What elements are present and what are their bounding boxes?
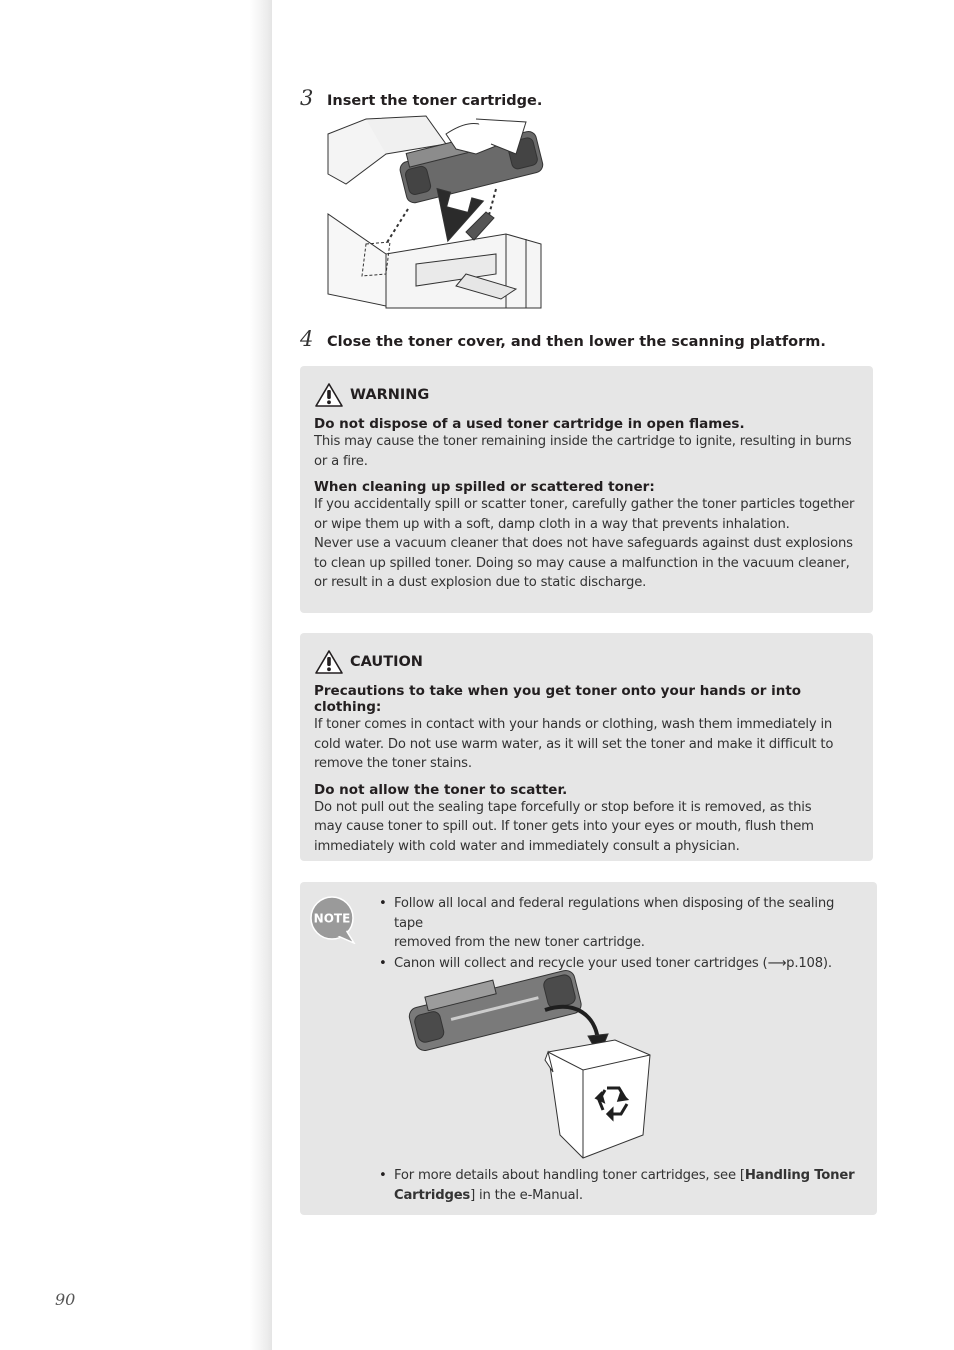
step-text: Close the toner cover, and then lower the scanning platform. — [327, 334, 826, 350]
note-bullet-1: • Follow all local and federal regulations when disposing of the sealing tape removed from the new toner cartridge. — [378, 894, 858, 953]
page-number: 90 — [55, 1290, 76, 1309]
warning-header — [314, 382, 859, 408]
step-3 — [300, 86, 542, 110]
warning-heading-1: Do not dispose of a used toner cartridge in open flames. — [314, 416, 745, 432]
note-bullet-3: • For more details about handling toner cartridges, see [Handling Toner Cartridges] in the e-Manual. — [378, 1166, 858, 1206]
warning-triangle-icon — [314, 382, 344, 408]
warning-title: WARNING — [350, 387, 430, 403]
manual-section-link-cont[interactable]: Cartridges — [394, 1187, 471, 1203]
caution-triangle-icon — [314, 649, 344, 675]
step-number: 4 — [300, 327, 314, 351]
note-label: NOTE — [313, 911, 351, 926]
caution-title: CAUTION — [350, 654, 423, 670]
insert-cartridge-illustration — [326, 114, 546, 314]
caution-text-1: If toner comes in contact with your hands or clothing, wash them immediately in cold water. Do not use warm water, as it will set the toner and make it difficult to remove the toner stains. — [314, 717, 834, 771]
step-4 — [300, 327, 826, 351]
note-bullet-2: • Canon will collect and recycle your used toner cartridges (⟶p.108). — [378, 954, 858, 974]
warning-text-1: This may cause the toner remaining inside the cartridge to ignite, resulting in burns or a fire. — [314, 434, 852, 469]
caution-text-2: Do not pull out the sealing tape forcefully or stop before it is removed, as this may cause toner to spill out. If toner gets into your eyes or mouth, flush them immediately with cold water and immediately consult a physician. — [314, 799, 814, 854]
step-number: 3 — [300, 86, 314, 110]
page-gutter-shade — [250, 0, 272, 1350]
note-bubble-icon — [308, 896, 358, 948]
warning-box — [300, 366, 873, 613]
recycle-illustration — [405, 960, 655, 1164]
caution-heading-2: Do not allow the toner to scatter. — [314, 781, 568, 798]
caution-heading-1: Precautions to take when you get toner onto your hands or into clothing: — [314, 683, 802, 715]
caution-box — [300, 633, 873, 861]
caution-header — [314, 649, 859, 675]
manual-section-link[interactable]: Handling Toner — [744, 1168, 855, 1183]
step-text: Insert the toner cartridge. — [327, 93, 543, 109]
warning-heading-2: When cleaning up spilled or scattered toner: — [314, 479, 655, 495]
warning-text-2: If you accidentally spill or scatter toner, carefully gather the toner particles together or wipe them up with a soft, damp cloth in a way that prevents inhalation. Never use a vacuum cleaner that does not have safeguards against dust explosions to clean up spilled toner. Doing so may cause a malfunction in the vacuum cleaner, or result in a dust explosion due to static discharge. — [314, 497, 855, 590]
